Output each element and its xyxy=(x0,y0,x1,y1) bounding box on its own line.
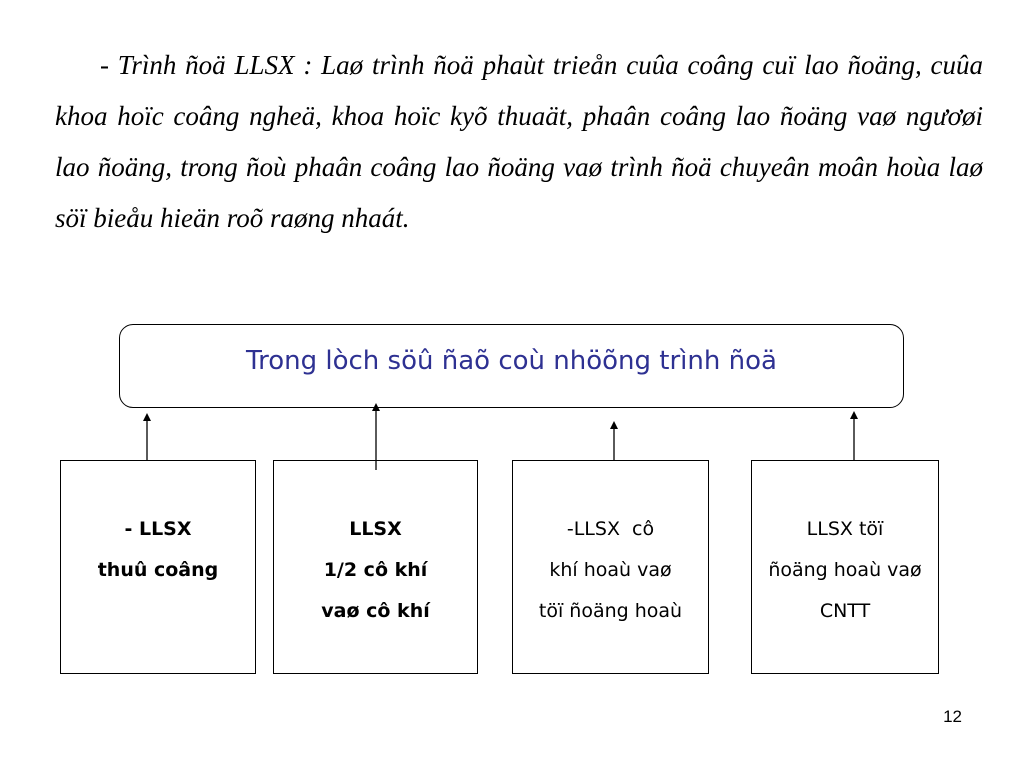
box-1-line-1: - LLSX xyxy=(124,518,192,540)
box-2-line-3: vaø cô khí xyxy=(321,600,430,622)
box-2-line-2: 1/2 cô khí xyxy=(323,559,428,581)
box-mechanization xyxy=(512,460,709,674)
body-paragraph: - Trình ñoä LLSX : Laø trình ñoä phaùt trieån cuûa coâng cuï lao ñoäng, cuûa khoa hoïc coâng ngheä, khoa hoïc kyõ thuaät, phaân coâng lao ñoäng vaø ngươøi lao ñoäng, trong ñoù phaân coâng lao ñoäng vaø trình ñoä chuyeân moân hoùa laø söï bieåu hieän roõ raøng nhaát. xyxy=(55,50,983,233)
box-handicraft xyxy=(60,460,256,674)
page-number: 12 xyxy=(943,707,962,726)
box-automation-it xyxy=(751,460,939,674)
box-4-line-3: CNTT xyxy=(819,600,871,622)
box-2-line-1: LLSX xyxy=(349,518,402,540)
box-4-line-1: LLSX töï xyxy=(806,518,884,540)
box-4-line-2: ñoäng hoaù vaø xyxy=(768,559,922,581)
box-3-line-3: töï ñoäng hoaù xyxy=(538,600,683,622)
box-3-line-2: khí hoaù vaø xyxy=(549,559,672,581)
box-1-line-2: thuû coâng xyxy=(97,559,219,581)
box-3-line-1: -LLSX cô xyxy=(566,518,655,540)
top-box-title: Trong lòch söû ñaõ coù nhöõng trình ñoä xyxy=(246,346,777,376)
box-semi-mechanical xyxy=(273,460,478,674)
